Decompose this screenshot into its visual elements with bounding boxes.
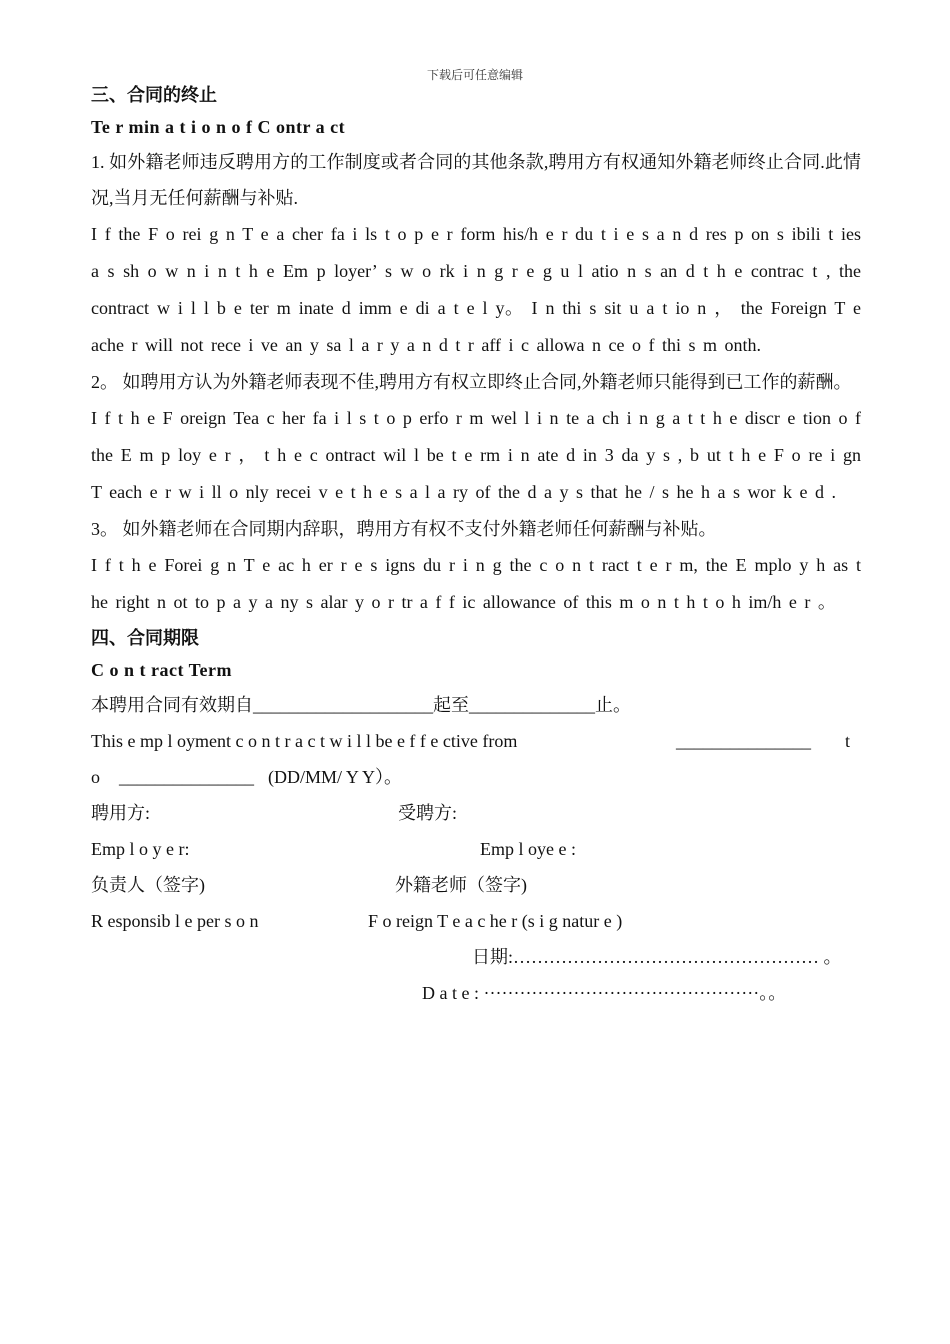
responsible-person-label-en: R esponsib l e per s o n [91, 911, 259, 931]
end-date-blank-en[interactable]: _______________ [119, 767, 254, 787]
header-note: 下载后可任意编辑 [426, 68, 523, 82]
clause2-cn: 2。 如聘用方认为外籍老师表现不佳,聘用方有权立即终止合同,外籍老师只能得到已工作的薪酬。 [91, 372, 852, 392]
period-cn-suffix: 止。 [595, 695, 631, 715]
section4-title-cn: 四、合同期限 [91, 628, 199, 648]
contract-period-en-line2 [91, 759, 861, 795]
period-en-prefix: This e mp l oyment c o n t r a c t w i l l be e f f e ctive from [91, 731, 518, 751]
foreign-teacher-label-cn: 外籍老师（签字) [395, 875, 527, 895]
clause3-en: I f t h e Forei g n T e ac h er r e s igns du r i n g the c o n t ract t e r m, the E mplo y h as t he right n ot to p a y a ny s alar y o r tr a f f ic allowance of this m o n t h t o h im/h e r 。 [91, 555, 861, 612]
section3-title-en: Te r min a t i o n o f C ontr a ct [91, 117, 346, 137]
period-en-to-t: t [845, 731, 851, 751]
signer-labels-cn [91, 867, 861, 903]
date-line-en [91, 975, 861, 1011]
clause3-cn: 3。 如外籍老师在合同期内辞职，聘用方有权不支付外籍老师任何薪酬与补贴。 [91, 519, 717, 539]
employer-label-cn: 聘用方: [91, 803, 151, 823]
party-labels-en [91, 831, 861, 867]
clause1-cn: 1. 如外籍老师违反聘用方的工作制度或者合同的其他条款,聘用方有权通知外籍老师终止合同.此情况,当月无任何薪酬与补贴. [91, 152, 861, 208]
employee-label-en: Emp l oye e : [480, 839, 576, 859]
clause2-en: I f t h e F oreign Tea c her fa i l s t o p erfo r m wel l i n te a ch i n g a t t h e discr e tion o f the E m p loy e r ， t h e c ontract wil l be t e rm i n ate d in 3 da y s , b ut t h e F o re i gn T each e r w i ll o nly recei v e t h e s a l a ry of the d a y s that he / s he h a s wor k e d . [91, 408, 861, 502]
foreign-teacher-label-en: F o reign T e a c he r (s i g natur e ) [368, 911, 623, 931]
contract-period-cn [91, 687, 861, 723]
end-date-blank-cn[interactable]: ______________ [469, 695, 595, 715]
start-date-blank-en[interactable]: _______________ [676, 731, 811, 751]
employee-label-cn: 受聘方: [398, 803, 458, 823]
date-field-cn[interactable]: 日期:…………………………………………… 。 [472, 947, 842, 967]
date-line-cn [91, 939, 861, 975]
section3-title-cn: 三、合同的终止 [91, 85, 217, 105]
date-field-en[interactable]: D a t e : ··············································。。 [422, 983, 787, 1003]
clause1-en: I f the F o rei g n T e a cher fa i ls t o p e r form his/h e r du t i e s a n d res p on s ibili t ies a s sh o w n i n t h e Em p loyer’ s w o rk i n g r e g u l atio n s an d t h e contrac t , the contract w i l l b e ter m inate d imm e di a t e l y。 I n thi s sit u a t io n ， the Foreign T e ache r will not rece i ve an y sa l a r y a n d t r aff i c allowa n ce o f thi s m onth. [91, 224, 861, 355]
section4-title-en: C o n t ract Term [91, 660, 232, 680]
period-cn-mid: 起至 [433, 695, 469, 715]
period-en-to-o: o [91, 767, 100, 787]
employer-label-en: Emp l o y e r: [91, 839, 190, 859]
document-body [91, 78, 861, 1011]
party-labels-cn [91, 795, 861, 831]
start-date-blank-cn[interactable]: ____________________ [253, 695, 433, 715]
period-en-suffix: (DD/MM/ Y Y）。 [268, 767, 402, 787]
period-cn-prefix: 本聘用合同有效期自 [91, 695, 253, 715]
contract-period-en-line1 [91, 723, 861, 759]
signer-labels-en [91, 903, 861, 939]
responsible-person-label-cn: 负责人（签字) [91, 875, 205, 895]
